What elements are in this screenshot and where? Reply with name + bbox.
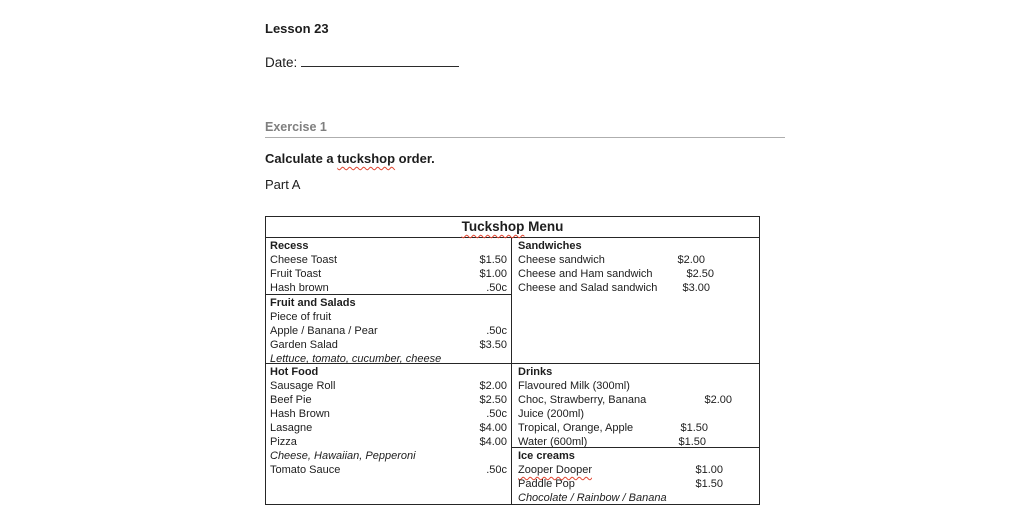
menu-section-heading: Ice creams <box>518 450 575 462</box>
menu-item-price: $3.50 <box>479 339 507 351</box>
menu-item-row <box>270 379 507 393</box>
menu-item-price: .50c <box>486 408 507 420</box>
menu-title-rest: Menu <box>524 219 564 234</box>
menu-item-label: Fruit Toast <box>270 268 322 280</box>
menu-item-row <box>270 463 507 477</box>
menu-item-price: $3.00 <box>682 282 710 294</box>
task-heading-post: order. <box>395 151 435 166</box>
menu-item-price: $1.00 <box>479 268 507 280</box>
menu-item-row <box>518 281 755 295</box>
menu-item-row <box>518 379 755 393</box>
menu-item-row <box>270 267 507 281</box>
menu-item-price: $1.50 <box>479 254 507 266</box>
menu-item-label: Tropical, Orange, Apple <box>518 422 634 434</box>
date-label: Date: <box>265 55 298 70</box>
task-heading <box>265 151 435 166</box>
task-heading-spellcheck-word: tuckshop <box>337 151 396 166</box>
menu-item-label: Cheese sandwich <box>518 254 605 266</box>
menu-item-label: Lettuce, tomato, cucumber, cheese <box>270 353 442 364</box>
menu-section-heading: Fruit and Salads <box>270 297 356 309</box>
menu-item-row <box>518 267 755 281</box>
menu-item-price: $1.00 <box>695 464 723 476</box>
menu-item-price: $1.50 <box>678 436 706 448</box>
menu-item-label: Chocolate / Rainbow / Banana <box>518 492 667 504</box>
menu-item-label: Beef Pie <box>270 394 312 406</box>
menu-item-row <box>270 310 507 324</box>
menu-item-label: Juice (200ml) <box>518 408 585 420</box>
menu-right-column <box>512 238 759 504</box>
menu-item-label: Apple / Banana / Pear <box>270 325 378 337</box>
menu-item-note-row <box>518 491 755 504</box>
menu-item-row <box>518 407 755 421</box>
menu-item-price: $2.00 <box>704 394 732 406</box>
menu-section-recess <box>266 238 511 295</box>
menu-section-heading: Drinks <box>518 366 553 378</box>
menu-item-price: $2.00 <box>677 254 705 266</box>
menu-item-price: .50c <box>486 325 507 337</box>
menu-item-row <box>270 253 507 267</box>
menu-item-price: $2.50 <box>479 394 507 406</box>
menu-item-row <box>270 393 507 407</box>
menu-section-heading: Recess <box>270 240 309 252</box>
menu-section-sandwiches <box>512 238 759 364</box>
menu-item-label: Cheese and Salad sandwich <box>518 282 658 294</box>
menu-item-row <box>270 435 507 449</box>
menu-item-row <box>270 407 507 421</box>
part-label: Part A <box>265 177 301 192</box>
menu-item-label-spellcheck: Zooper Dooper <box>518 464 592 476</box>
menu-title-spellcheck-word: Tuckshop <box>461 219 525 234</box>
menu-section-fruit-and-salads <box>266 295 511 364</box>
menu-item-row <box>270 281 507 295</box>
menu-item-note-row <box>270 352 507 364</box>
menu-item-label: Hash brown <box>270 282 329 294</box>
menu-item-price: $1.50 <box>680 422 708 434</box>
menu-item-row <box>270 324 507 338</box>
menu-item-label: Cheese Toast <box>270 254 338 266</box>
menu-body <box>266 238 759 504</box>
menu-item-price: $2.50 <box>686 268 714 280</box>
menu-item-row <box>518 253 755 267</box>
exercise-heading: Exercise 1 <box>265 120 785 138</box>
menu-item-price: $1.50 <box>695 478 723 490</box>
menu-title <box>266 217 759 238</box>
menu-section-drinks <box>512 364 759 448</box>
menu-section-heading: Hot Food <box>270 366 319 378</box>
menu-item-label: Water (600ml) <box>518 436 588 448</box>
menu-item-label: Garden Salad <box>270 339 338 351</box>
menu-item-label: Cheese and Ham sandwich <box>518 268 653 280</box>
menu-item-price: .50c <box>486 282 507 294</box>
menu-item-label: Hash Brown <box>270 408 330 420</box>
menu-item-row <box>270 421 507 435</box>
menu-item-label: Paddle Pop <box>518 478 575 490</box>
tuckshop-menu-table <box>265 216 760 505</box>
menu-item-label: Flavoured Milk (300ml) <box>518 380 630 392</box>
menu-section-hot-food <box>266 364 511 504</box>
menu-item-price: $2.00 <box>479 380 507 392</box>
menu-item-row <box>518 393 755 407</box>
menu-item-label: Lasagne <box>270 422 313 434</box>
date-line <box>265 52 459 70</box>
menu-left-column <box>266 238 512 504</box>
menu-item-label: Cheese, Hawaiian, Pepperoni <box>270 450 416 462</box>
menu-item-label: Tomato Sauce <box>270 464 341 476</box>
menu-item-row <box>518 435 755 448</box>
menu-item-row <box>518 477 755 491</box>
menu-item-label: Piece of fruit <box>270 311 332 323</box>
menu-item-price: .50c <box>486 464 507 476</box>
menu-section-heading: Sandwiches <box>518 240 582 252</box>
menu-section-ice-creams <box>512 448 759 504</box>
menu-item-row <box>518 463 755 477</box>
menu-item-row <box>270 338 507 352</box>
menu-item-label: Pizza <box>270 436 297 448</box>
menu-item-label: Choc, Strawberry, Banana <box>518 394 647 406</box>
menu-item-row <box>518 421 755 435</box>
menu-item-price: $4.00 <box>479 422 507 434</box>
task-heading-pre: Calculate a <box>265 151 338 166</box>
menu-item-label: Sausage Roll <box>270 380 336 392</box>
menu-item-price: $4.00 <box>479 436 507 448</box>
date-blank-line <box>301 52 459 67</box>
menu-item-note-row <box>270 449 507 463</box>
lesson-title: Lesson 23 <box>265 21 329 36</box>
